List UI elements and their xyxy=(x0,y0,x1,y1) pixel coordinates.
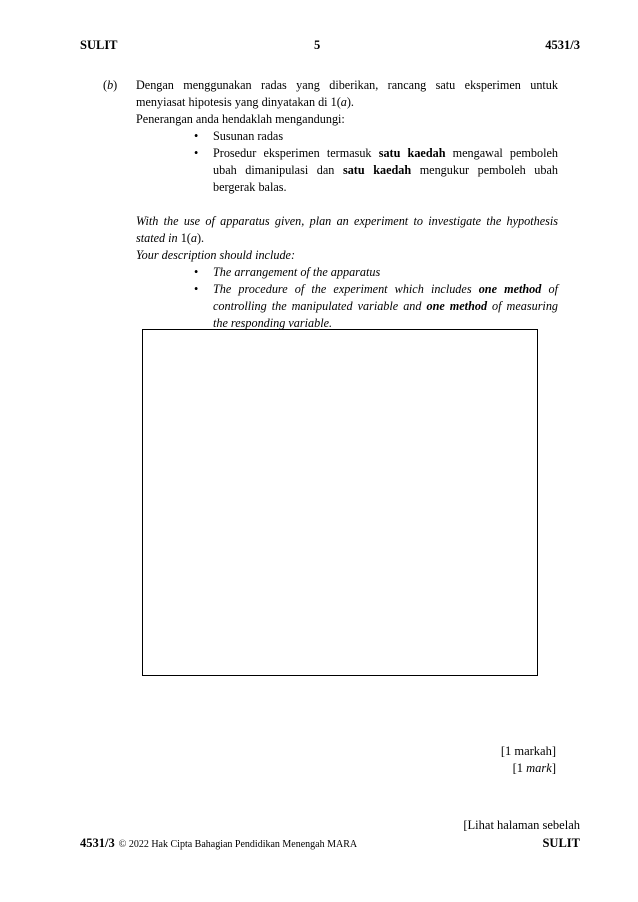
bullet-icon: • xyxy=(194,146,199,160)
question-body xyxy=(136,77,558,332)
english-bullet-list xyxy=(136,264,558,332)
bullet-icon: • xyxy=(194,265,199,279)
page-number: 5 xyxy=(314,38,321,52)
marks-malay: [1 markah] xyxy=(500,744,556,758)
list-item: • Susunan radas xyxy=(194,129,284,143)
malay-bullet-list xyxy=(136,128,558,196)
footer-sulit: SULIT xyxy=(542,836,580,850)
marks-english: [1 mark] xyxy=(512,761,556,775)
header-paper-code: 4531/3 xyxy=(545,38,580,52)
list-item: • Prosedur eksperimen termasuk satu kaedah mengawal pemboleh ubah dimanipulasi dan satu kaedah mengukur pemboleh ubah bergerak balas. xyxy=(194,146,558,194)
english-description-intro: Your description should include: xyxy=(136,248,296,262)
turn-over-note: [Lihat halaman sebelah xyxy=(463,818,580,832)
malay-instruction: Dengan menggunakan radas yang diberikan, rancang satu eksperimen untuk menyiasat hipotesis yang dinyatakan di 1(a). xyxy=(136,78,558,109)
copyright-text: © 2022 Hak Cipta Bahagian Pendidikan Menengah MARA xyxy=(118,839,358,850)
list-item: • The procedure of the experiment which includes one method of controlling the manipulated variable and one method of measuring the responding variable. xyxy=(194,282,559,330)
list-item: • The arrangement of the apparatus xyxy=(194,265,381,279)
bullet-icon: • xyxy=(194,282,199,296)
footer-code: 4531/3 © 2022 Hak Cipta Bahagian Pendidikan Menengah MARA xyxy=(80,836,358,850)
question-letter: b xyxy=(107,78,114,92)
header-sulit: SULIT xyxy=(80,38,118,52)
english-instruction: With the use of apparatus given, plan an experiment to investigate the hypothesis stated in 1(a). xyxy=(136,214,558,245)
malay-description-intro: Penerangan anda hendaklah mengandungi: xyxy=(136,112,345,126)
bullet-icon: • xyxy=(194,129,199,143)
answer-box[interactable] xyxy=(142,329,538,676)
marks-allocation xyxy=(501,743,556,777)
question-label: (b) xyxy=(103,78,118,92)
